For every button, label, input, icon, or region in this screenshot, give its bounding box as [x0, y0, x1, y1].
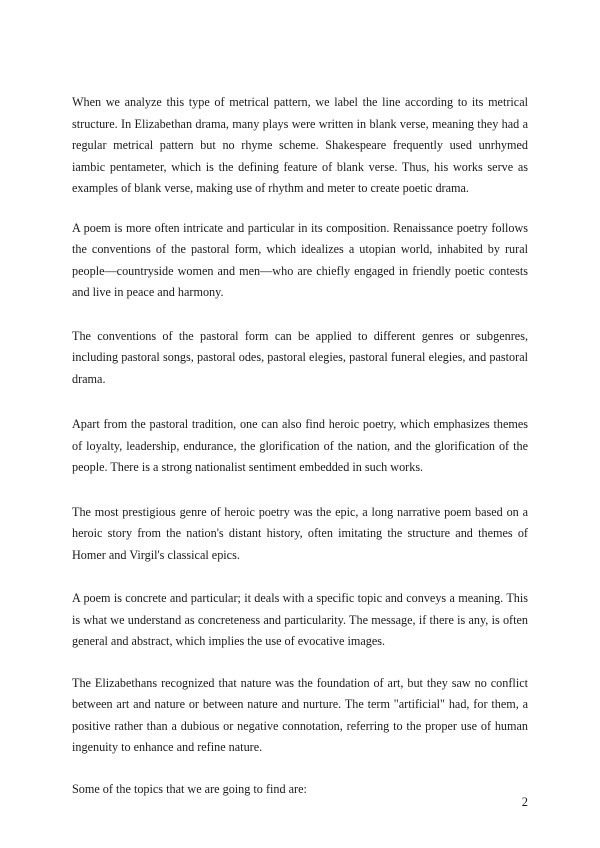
page-number: 2: [521, 795, 528, 809]
paragraph-epic: The most prestigious genre of heroic poetry was the epic, a long narrative poem based on a heroic story from the nation's distant history, often imitating the structure and themes of Homer and Virgil's classical epics.: [72, 504, 528, 562]
page-body: [72, 92, 528, 818]
paragraph-art-and-nature: The Elizabethans recognized that nature was the foundation of art, but they saw no conflict between art and nature or between nature and nurture. The term "artificial" had, for them, a positive rather than a dubious or negative connotation, referring to the proper use of human ingenuity to enhance and refine nature.: [72, 675, 528, 754]
paragraph-pastoral-genres: The conventions of the pastoral form can be applied to different genres or subgenres, including pastoral songs, pastoral odes, pastoral elegies, pastoral funeral elegies, and pastoral drama.: [72, 328, 528, 386]
paragraph-pastoral-form: A poem is more often intricate and particular in its composition. Renaissance poetry follows the conventions of the pastoral form, which idealizes a utopian world, inhabited by rural people—countryside women and men—who are chiefly engaged in friendly poetic contests and live in peace and harmony.: [72, 220, 528, 299]
paragraph-topics-intro: Some of the topics that we are going to find are:: [72, 781, 307, 796]
paragraph-heroic-poetry: Apart from the pastoral tradition, one can also find heroic poetry, which emphasizes themes of loyalty, leadership, endurance, the glorification of the nation, and the glorification of the people. There is a strong nationalist sentiment embedded in such works.: [72, 417, 528, 474]
paragraph-metrical-pattern: When we analyze this type of metrical pattern, we label the line according to its metrical structure. In Elizabethan drama, many plays were written in blank verse, meaning they had a regular metrical pattern but no rhyme scheme. Shakespeare frequently used unrhymed iambic pentameter, which is the defining feature of blank verse. Thus, his works serve as examples of blank verse, making use of rhythm and meter to create poetic drama.: [72, 95, 528, 195]
paragraph-concreteness: A poem is concrete and particular; it deals with a specific topic and conveys a meaning. This is what we understand as concreteness and particularity. The message, if there is any, is often general and abstract, which implies the use of evocative images.: [72, 591, 528, 648]
